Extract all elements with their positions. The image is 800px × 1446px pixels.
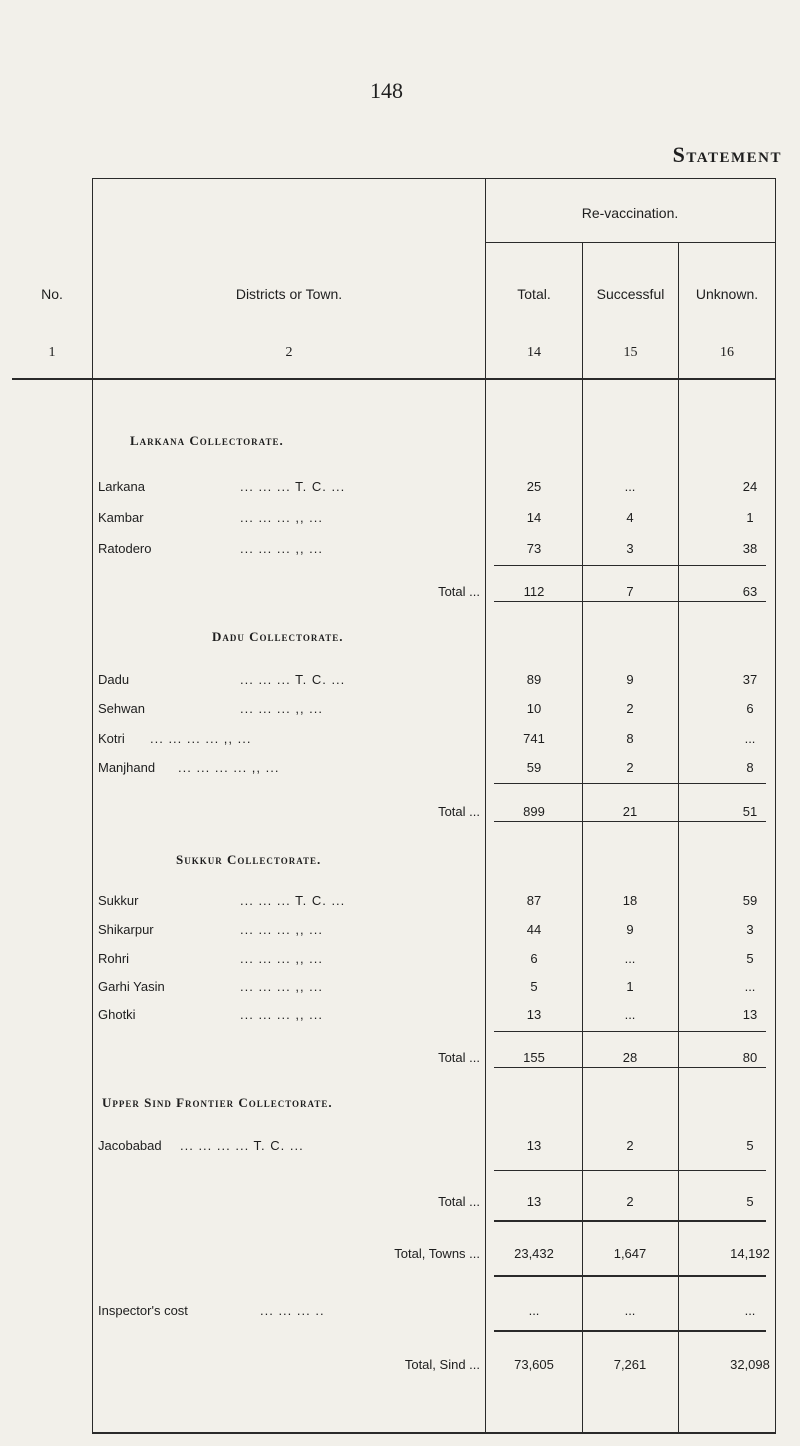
row-total: 5 [530, 979, 538, 994]
total-sind-label: Total, Sind ... [404, 1357, 480, 1372]
total-towns-total: 23,432 [514, 1246, 554, 1261]
section-successful: 21 [622, 804, 638, 819]
row-total: 73 [526, 541, 542, 556]
inspector-total: ... [528, 1303, 540, 1318]
row-successful: 1 [626, 979, 634, 994]
header-no: No. [41, 286, 63, 302]
row-unknown: 1 [746, 510, 754, 525]
inspector-label: Inspector's cost [98, 1303, 188, 1318]
row-leader: ... ... ... ,, ... [240, 701, 324, 716]
col-divider-2 [485, 178, 486, 1432]
header-unknown: Unknown. [695, 286, 759, 302]
row-leader: ... ... ... ,, ... [240, 951, 324, 966]
section-unknown: 51 [742, 804, 758, 819]
row-leader: ... ... ... ... T. C. ... [180, 1138, 304, 1153]
total-rule [494, 1031, 766, 1032]
total-sind-successful: 7,261 [613, 1357, 647, 1372]
row-total: 13 [526, 1007, 542, 1022]
row-successful: 9 [626, 672, 634, 687]
section-total-label: Total ... [438, 804, 480, 819]
row-district: Sehwan [98, 701, 145, 716]
total-rule [494, 783, 766, 784]
row-district: Sukkur [98, 893, 139, 908]
total-towns-label: Total, Towns ... [394, 1246, 480, 1261]
row-unknown: 5 [746, 1138, 754, 1153]
section-total-label: Total ... [438, 1050, 480, 1065]
colnum-2: 2 [285, 345, 293, 360]
colnum-4: 15 [623, 345, 638, 360]
section-total: 899 [523, 804, 545, 819]
row-district: Shikarpur [98, 922, 154, 937]
col-divider-3 [582, 242, 583, 1432]
row-total: 6 [530, 951, 538, 966]
section-end-rule [494, 1220, 766, 1222]
row-district: Ghotki [98, 1007, 136, 1022]
row-district: Larkana [98, 479, 145, 494]
total-rule [494, 1170, 766, 1171]
section-title: Upper Sind Frontier Collectorate. [102, 1095, 333, 1110]
row-leader: ... ... ... ,, ... [240, 541, 324, 556]
row-total: 87 [526, 893, 542, 908]
row-unknown: 37 [742, 672, 758, 687]
row-successful: 2 [626, 1138, 634, 1153]
section-successful: 28 [622, 1050, 638, 1065]
row-unknown: 5 [746, 951, 754, 966]
row-leader: ... ... ... ... ,, ... [150, 731, 252, 746]
total-sind-total: 73,605 [514, 1357, 554, 1372]
header-successful: Successful [596, 286, 665, 302]
row-total: 10 [526, 701, 542, 716]
row-total: 89 [526, 672, 542, 687]
row-total: 44 [526, 922, 542, 937]
row-district: Garhi Yasin [98, 979, 165, 994]
section-total-label: Total ... [438, 1194, 480, 1209]
row-unknown: 8 [746, 760, 754, 775]
row-successful: ... [624, 479, 636, 494]
header-bottom-rule [12, 378, 776, 380]
row-successful: 8 [626, 731, 634, 746]
row-leader: ... ... ... T. C. ... [240, 672, 346, 687]
page-number: 148 [370, 78, 403, 103]
row-successful: 9 [626, 922, 634, 937]
colnum-3: 14 [527, 345, 541, 360]
row-unknown: 24 [742, 479, 758, 494]
section-title: Larkana Collectorate. [130, 433, 284, 448]
row-successful: 4 [626, 510, 634, 525]
total-sind-unknown: 32,098 [730, 1357, 770, 1372]
section-end-rule [494, 1330, 766, 1332]
row-leader: ... ... ... ,, ... [240, 979, 324, 994]
section-successful: 7 [626, 584, 634, 599]
inspector-successful: ... [624, 1303, 636, 1318]
row-unknown: 38 [742, 541, 758, 556]
row-successful: ... [624, 1007, 636, 1022]
row-unknown: 3 [746, 922, 754, 937]
col-divider-4 [678, 242, 679, 1432]
row-total: 13 [526, 1138, 542, 1153]
section-end-rule [494, 601, 766, 602]
row-unknown: ... [744, 731, 756, 746]
section-total: 13 [526, 1194, 542, 1209]
row-district: Ratodero [98, 541, 152, 556]
section-successful: 2 [626, 1194, 634, 1209]
col-divider-1 [92, 178, 93, 1432]
row-unknown: ... [744, 979, 756, 994]
section-end-rule [494, 1275, 766, 1277]
row-unknown: 13 [742, 1007, 758, 1022]
row-successful: 18 [622, 893, 638, 908]
table-top-rule [92, 178, 776, 179]
header-district: Districts or Town. [235, 286, 343, 302]
row-total: 25 [526, 479, 542, 494]
section-total-label: Total ... [438, 584, 480, 599]
page-heading: Statement [672, 142, 782, 167]
row-district: Jacobabad [98, 1138, 162, 1153]
inspector-leader: ... ... ... .. [260, 1303, 325, 1318]
section-title: Dadu Collectorate. [212, 629, 344, 644]
row-leader: ... ... ... T. C. ... [240, 893, 346, 908]
row-successful: 2 [626, 701, 634, 716]
row-district: Dadu [98, 672, 130, 687]
row-district: Kambar [98, 510, 144, 525]
row-successful: ... [624, 951, 636, 966]
row-district: Manjhand [98, 760, 156, 775]
section-unknown: 5 [746, 1194, 754, 1209]
colnum-5: 16 [720, 345, 734, 360]
row-unknown: 6 [746, 701, 754, 716]
row-leader: ... ... ... T. C. ... [240, 479, 346, 494]
colnum-1: 1 [48, 345, 56, 360]
row-successful: 2 [626, 760, 634, 775]
section-title: Sukkur Collectorate. [176, 852, 322, 867]
section-end-rule [494, 821, 766, 822]
row-successful: 3 [626, 541, 634, 556]
row-unknown: 59 [742, 893, 758, 908]
section-unknown: 80 [742, 1050, 758, 1065]
row-district: Kotri [98, 731, 125, 746]
section-total: 112 [523, 584, 545, 599]
total-towns-unknown: 14,192 [730, 1246, 770, 1261]
row-leader: ... ... ... ,, ... [240, 510, 324, 525]
header-total: Total. [517, 286, 551, 302]
row-total: 741 [523, 731, 545, 746]
section-unknown: 63 [742, 584, 758, 599]
group-header: Re-vaccination. [581, 205, 679, 221]
row-leader: ... ... ... ,, ... [240, 922, 324, 937]
total-rule [494, 565, 766, 566]
section-end-rule [494, 1067, 766, 1068]
row-total: 14 [526, 510, 542, 525]
row-leader: ... ... ... ... ,, ... [178, 760, 280, 775]
subgroup-rule [485, 242, 775, 243]
table-bottom-rule [92, 1432, 776, 1434]
row-district: Rohri [98, 951, 130, 966]
row-leader: ... ... ... ,, ... [240, 1007, 324, 1022]
section-total: 155 [523, 1050, 545, 1065]
row-total: 59 [526, 760, 542, 775]
total-towns-successful: 1,647 [613, 1246, 647, 1261]
inspector-unknown: ... [744, 1303, 756, 1318]
